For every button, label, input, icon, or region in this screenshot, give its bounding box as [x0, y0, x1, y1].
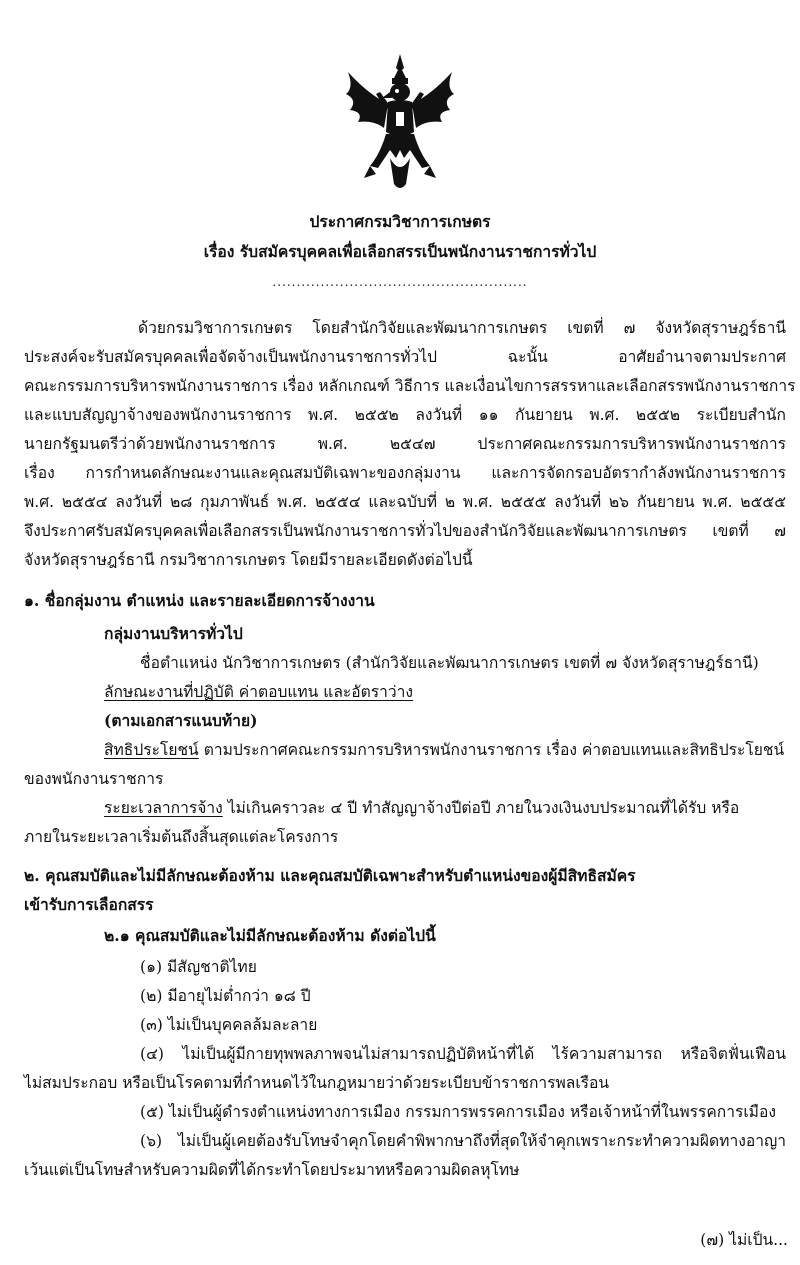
qualification-item: (๖) ไม่เป็นผู้เคยต้องรับโทษจำคุกโดยคำพิพากษาถึงที่สุดให้จำคุกเพราะกระทำความผิดทางอาญา — [140, 1132, 786, 1150]
garuda-emblem-icon — [340, 54, 460, 194]
position-name: ชื่อตำแหน่ง นักวิชาการเกษตร (สำนักวิจัยและพัฒนาการเกษตร เขตที่ ๗ จังหวัดสุราษฎร์ธานี) — [140, 654, 759, 672]
period-label: ระยะเวลาการจ้าง — [104, 799, 223, 817]
section-1-heading: ๑. ชื่อกลุ่มงาน ตำแหน่ง และรายละเอียดการจ้างงาน — [24, 591, 375, 610]
benefits-line — [104, 740, 786, 760]
intro-line: และแบบสัญญาจ้างของพนักงานราชการ พ.ศ. ๒๕๕๒ ลงวันที่ ๑๑ กันยายน พ.ศ. ๒๕๕๒ ระเบียบสำนัก — [24, 406, 786, 424]
intro-line: ด้วยกรมวิชาการเกษตร โดยสำนักวิจัยและพัฒนาการเกษตร เขตที่ ๗ จังหวัดสุราษฎร์ธานี — [138, 319, 786, 337]
section-2-heading-continued: เข้ารับการเลือกสรร — [24, 895, 154, 914]
qualification-item-continued: เว้นแต่เป็นโทษสำหรับความผิดที่ได้กระทำโดยประมาทหรือความผิดลหุโทษ — [24, 1161, 520, 1179]
intro-line: เรื่อง การกำหนดลักษณะงานและคุณสมบัติเฉพาะของกลุ่มงาน และการจัดกรอบอัตรากำลังพนักงานราชการ — [24, 464, 786, 482]
qualification-item: (๒) มีอายุไม่ต่ำกว่า ๑๘ ปี — [140, 987, 311, 1005]
section-2-heading: ๒. คุณสมบัติและไม่มีลักษณะต้องห้าม และคุณสมบัติเฉพาะสำหรับตำแหน่งของผู้มีสิทธิสมัคร — [24, 866, 636, 885]
section-2-1-heading: ๒.๑ คุณสมบัติและไม่มีลักษณะต้องห้าม ดังต่อไปนี้ — [104, 926, 436, 945]
intro-line: คณะกรรมการบริหารพนักงานราชการ เรื่อง หลักเกณฑ์ วิธีการ และเงื่อนไขการสรรหาและเลือกสรรพนักงานราชการ — [24, 377, 796, 395]
intro-line: จึงประกาศรับสมัครบุคคลเพื่อเลือกสรรเป็นพนักงานราชการทั่วไปของสำนักวิจัยและพัฒนาการเกษตร เขตที่ ๗ — [24, 522, 786, 540]
heading-separator: ..................................................... — [272, 275, 528, 289]
attachment-note: (ตามเอกสารแนบท้าย) — [104, 711, 258, 730]
qualification-item-continued: ไม่สมประกอบ หรือเป็นโรคตามที่กำหนดไว้ในกฎหมายว่าด้วยระเบียบข้าราชการพลเรือน — [24, 1074, 610, 1092]
intro-line: จังหวัดสุราษฎร์ธานี กรมวิชาการเกษตร โดยมีรายละเอียดดังต่อไปนี้ — [24, 551, 473, 569]
benefits-text: ตามประกาศคณะกรรมการบริหารพนักงานราชการ เรื่อง ค่าตอบแทนและสิทธิประโยชน์ — [198, 741, 785, 759]
intro-line: พ.ศ. ๒๕๕๔ ลงวันที่ ๒๘ กุมภาพันธ์ พ.ศ. ๒๕๕๔ และฉบับที่ ๒ พ.ศ. ๒๕๕๕ ลงวันที่ ๒๖ กันยายน พ.ศ. ๒๕๕๕ — [24, 493, 786, 511]
qualification-item: (๔) ไม่เป็นผู้มีกายทุพพลภาพจนไม่สามารถปฏิบัติหน้าที่ได้ ไร้ความสามารถ หรือจิตฟั่นเฟือน — [140, 1045, 786, 1063]
qualification-item: (๕) ไม่เป็นผู้ดำรงตำแหน่งทางการเมือง กรรมการพรรคการเมือง หรือเจ้าหน้าที่ในพรรคการเมือง — [140, 1103, 776, 1121]
announcement-title: ประกาศกรมวิชาการเกษตร — [309, 212, 491, 231]
period-text: ไม่เกินคราวละ ๔ ปี ทำสัญญาจ้างปีต่อปี ภายในวงเงินงบประมาณที่ได้รับ หรือ — [222, 799, 740, 817]
intro-line: ประสงค์จะรับสมัครบุคคลเพื่อจัดจ้างเป็นพนักงานราชการทั่วไป ฉะนั้น อาศัยอำนาจตามประกาศ — [24, 348, 786, 366]
continuation-marker: (๗) ไม่เป็น... — [700, 1231, 788, 1249]
job-group: กลุ่มงานบริหารทั่วไป — [104, 624, 243, 643]
benefits-text-continued: ของพนักงานราชการ — [24, 770, 164, 788]
duties-label: ลักษณะงานที่ปฏิบัติ ค่าตอบแทน และอัตราว่าง — [104, 683, 414, 701]
period-text-continued: ภายในระยะเวลาเริ่มต้นถึงสิ้นสุดแต่ละโครงการ — [24, 828, 339, 846]
benefits-label: สิทธิประโยชน์ — [104, 741, 199, 759]
announcement-subject: เรื่อง รับสมัครบุคคลเพื่อเลือกสรรเป็นพนักงานราชการทั่วไป — [203, 242, 597, 261]
period-line — [104, 798, 786, 818]
intro-line: นายกรัฐมนตรีว่าด้วยพนักงานราชการ พ.ศ. ๒๕๔๗ ประกาศคณะกรรมการบริหารพนักงานราชการ — [24, 435, 786, 453]
qualification-item: (๓) ไม่เป็นบุคคลล้มละลาย — [140, 1016, 318, 1034]
qualification-item: (๑) มีสัญชาติไทย — [140, 958, 257, 976]
